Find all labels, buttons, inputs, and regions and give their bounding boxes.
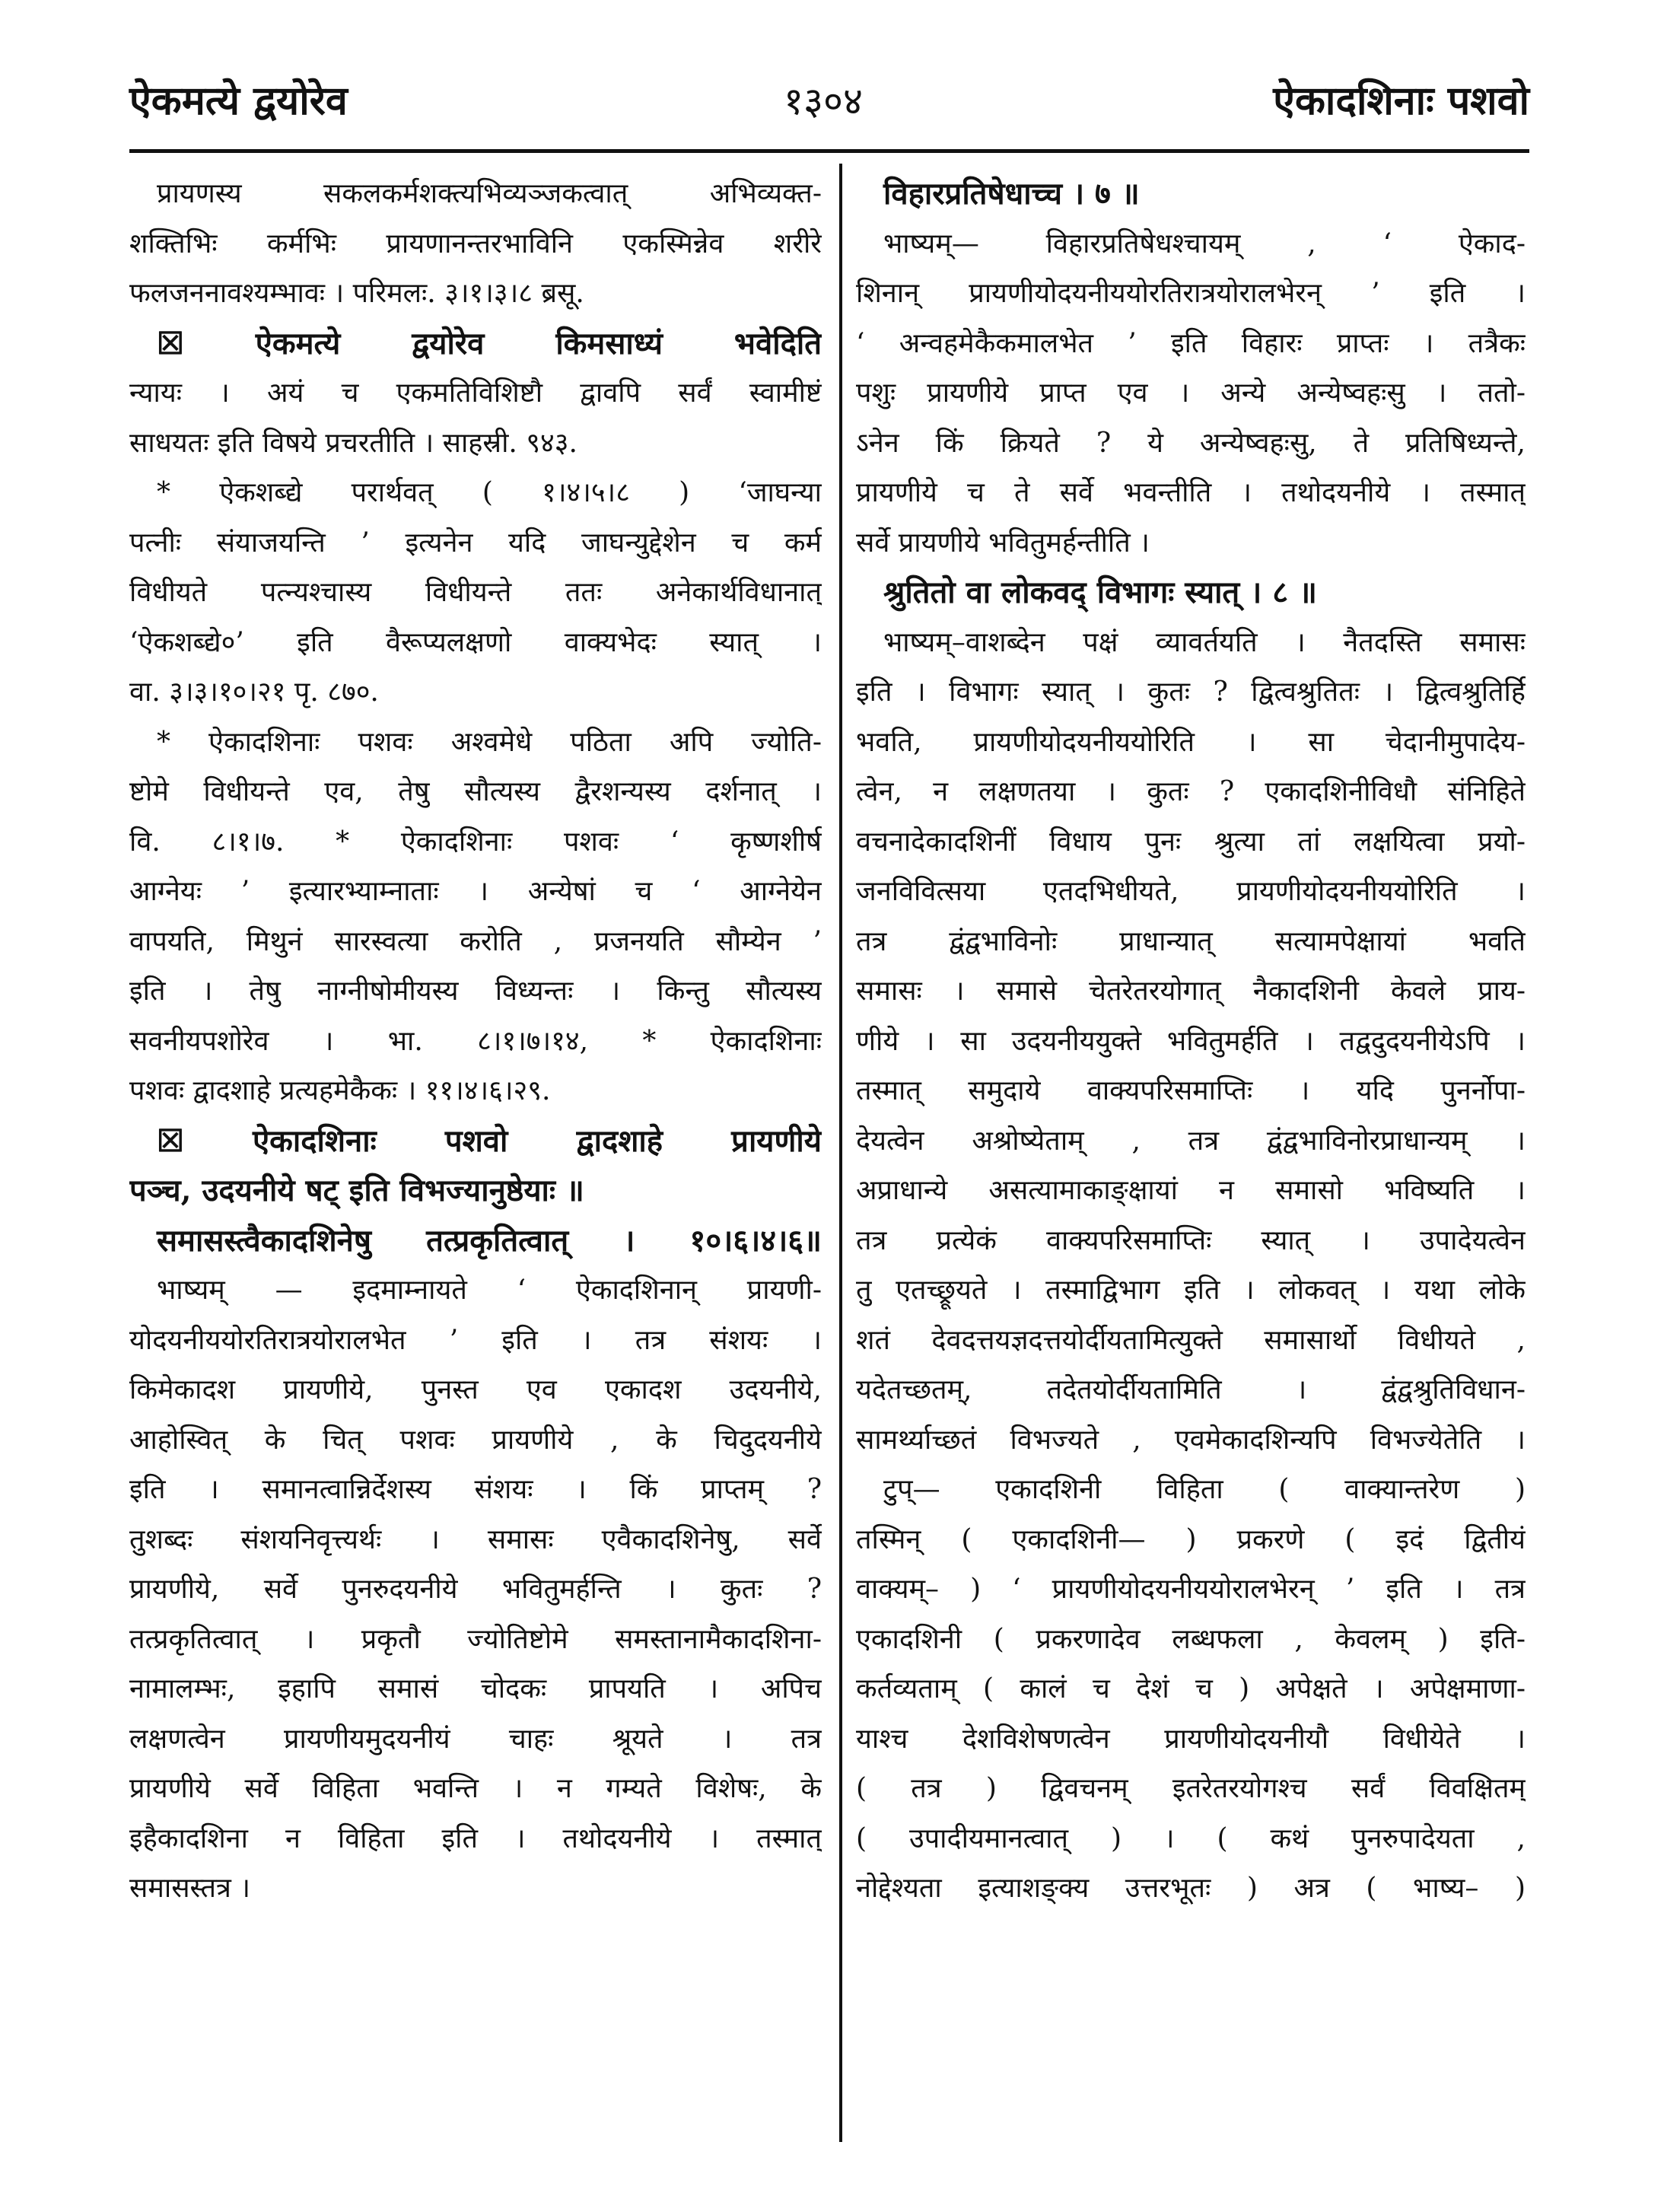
text-line: लक्षणत्वेन प्रायणीयमुदयनीयं चाहः श्रूयते । तत्र	[129, 1723, 822, 1755]
text-line: तस्मिन् ( एकादशिनी— ) प्रकरणे ( इदं द्वितीयं	[856, 1523, 1526, 1555]
text-line: वा. ३।३।१०।२१ पृ. ८७०.	[129, 676, 379, 708]
text-line: इहैकादशिना न विहिता इति । तथोदयनीये । तस्मात्	[129, 1822, 822, 1854]
text-line: याश्च देशविशेषणत्वेन प्रायणीयोदयनीयौ विधीयेते ।	[856, 1723, 1526, 1755]
text-line: वाक्यम्– ) ‘ प्रायणीयोदयनीययोरालभेरन् ’ इति । तत्र	[856, 1574, 1526, 1605]
text-line: त्वेन, न लक्षणतया । कुतः ? एकादशिनीविधौ संनिहिते	[856, 776, 1526, 807]
page-number: १३०४	[784, 79, 863, 123]
text-line: तस्मात् समुदाये वाक्यपरिसमाप्तिः । यदि पुनर्नोपा-	[856, 1075, 1526, 1106]
text-line: प्रायणीये, सर्वे पुनरुदयनीये भवितुमर्हन्ति । कुतः ?	[129, 1574, 822, 1605]
text-line: इति । विभागः स्यात् । कुतः ? द्वित्वश्रुतितः । द्वित्वश्रुतिर्हि	[856, 676, 1526, 708]
text-line: नोद्देश्यता इत्याशङ्क्य उत्तरभूतः ) अत्र ( भाष्य– )	[856, 1873, 1526, 1904]
text-line: णीये । सा उदयनीययुक्ते भवितुमर्हति । तद्वदुदयनीयेऽपि ।	[856, 1025, 1526, 1057]
text-line: जनविवित्सया एतदभिधीयते, प्रायणीयोदयनीययोरिति ।	[856, 876, 1526, 907]
text-line: प्रायणीये सर्वे विहिता भवन्ति । न गम्यते विशेषः, के	[129, 1773, 822, 1804]
header-rule	[129, 149, 1529, 153]
text-line: शक्तिभिः कर्मभिः प्रायणानन्तरभाविनि एकस्मिन्नेव शरीरे	[129, 228, 822, 259]
column-divider	[839, 164, 842, 2142]
running-header	[129, 67, 1529, 135]
header-left-title: ऐकमत्ये द्वयोरेव	[129, 78, 348, 124]
text-line: ष्टोमे विधीयन्ते एव, तेषु सौत्यस्य द्वैरशन्यस्य दर्शनात् ।	[129, 776, 822, 807]
text-line: समासस्त्वैकादशिनेषु तत्प्रकृतित्वात् । १०।६।४।६॥	[157, 1222, 822, 1259]
text-line: शतं देवदत्तयज्ञदत्तयोर्दीयतामित्युक्ते समासार्थो विधीयते ,	[856, 1324, 1526, 1356]
text-line: पशवः द्वादशाहे प्रत्यहमेकैकः । ११।४।६।२९.	[129, 1075, 551, 1106]
text-line: आहोस्वित् के चित् पशवः प्रायणीये , के चिदुदयनीये	[129, 1424, 822, 1456]
text-line: भवति, प्रायणीयोदयनीययोरिति । सा चेदानीमुपादेय-	[856, 726, 1526, 758]
text-line: भाष्यम्–वाशब्देन पक्षं व्यावर्तयति । नैतदस्ति समासः	[883, 626, 1526, 658]
text-line: तत्र प्रत्येकं वाक्यपरिसमाप्तिः स्यात् । उपादेयत्वेन	[856, 1224, 1526, 1256]
text-line: एकादशिनी ( प्रकरणादेव लब्धफला , केवलम् ) इति-	[856, 1623, 1526, 1655]
text-line: ‘ अन्वहमेकैकमालभेत ’ इति विहारः प्राप्तः । तत्रैकः	[856, 327, 1526, 359]
text-line: वचनादेकादशिनीं विधाय पुनः श्रुत्या तां लक्षयित्वा प्रयो-	[856, 826, 1526, 858]
text-line: साधयतः इति विषये प्रचरतीति । साहस्री. ९४३.	[129, 427, 577, 459]
text-line: ☒ ऐकमत्ये द्वयोरेव किमसाध्यं भवेदिति	[157, 325, 822, 361]
text-line: विधीयते पत्न्यश्चास्य विधीयन्ते ततः अनेकार्थविधानात्	[129, 577, 822, 608]
text-line: वापयति, मिथुनं सारस्वत्या करोति , प्रजनयति सौम्येन ’	[129, 925, 822, 957]
text-line: पञ्च, उदयनीये षट् इति विभज्यानुष्ठेयाः ॥	[129, 1173, 584, 1208]
text-line: प्रायणीये च ते सर्वे भवन्तीति । तथोदयनीये । तस्मात्	[856, 477, 1526, 508]
text-line: टुप्— एकादशिनी विहिता ( वाक्यान्तरेण )	[883, 1474, 1526, 1505]
text-line: फलजननावश्यम्भावः । परिमलः. ३।१।३।८ ब्रसू.	[129, 278, 584, 309]
text-line: * ऐकादशिनाः पशवः अश्वमेधे पठिता अपि ज्योति-	[157, 726, 822, 758]
text-line: तु एतच्छ्रूयते । तस्माद्विभाग इति । लोकवत् । यथा लोके	[856, 1275, 1526, 1306]
text-line: किमेकादश प्रायणीये, पुनस्त एव एकादश उदयनीये,	[129, 1374, 822, 1405]
text-line: सामर्थ्याच्छतं विभज्यते , एवमेकादशिन्यपि विभज्येतेति ।	[856, 1424, 1526, 1456]
text-line: ऽनेन किं क्रियते ? ये अन्येष्वहःसु, ते प्रतिषिध्यन्ते,	[856, 427, 1526, 459]
text-line: समासस्तत्र ।	[129, 1873, 251, 1904]
text-line: वि. ८।१।७. * ऐकादशिनाः पशवः ‘ कृष्णशीर्ष	[129, 826, 822, 858]
text-line: प्रायणस्य सकलकर्मशक्त्यभिव्यञ्जकत्वात् अभिव्यक्त-	[157, 178, 822, 209]
right-column	[856, 169, 1526, 1914]
text-line: भाष्यम्— विहारप्रतिषेधश्चायम् , ‘ ऐकाद-	[883, 228, 1526, 259]
text-line: कर्तव्यताम् ( कालं च देशं च ) अपेक्षते । अपेक्षमाणा-	[856, 1673, 1526, 1704]
text-line: सवनीयपशोरेव । भा. ८।१।७।१४, * ऐकादशिनाः	[129, 1025, 822, 1057]
text-line: समासः । समासे चेतरेतरयोगात् नैकादशिनी केवले प्राय-	[856, 976, 1526, 1007]
text-line: तत्प्रकृतित्वात् । प्रकृतौ ज्योतिष्टोमे समस्तानामैकादशिना-	[129, 1623, 822, 1655]
text-line: इति । तेषु नाग्नीषोमीयस्य विध्यन्तः । किन्तु सौत्यस्य	[129, 976, 822, 1007]
text-line: इति । समानत्वान्निर्देशस्य संशयः । किं प्राप्तम् ?	[129, 1474, 822, 1505]
header-right-title: ऐकादशिनाः पशवो	[1273, 78, 1529, 124]
text-line: नामालम्भः, इहापि समासं चोदकः प्रापयति । अपिच	[129, 1673, 822, 1704]
text-line: तत्र द्वंद्वभाविनोः प्राधान्यात् सत्यामपेक्षायां भवति	[856, 925, 1526, 957]
text-line: विहारप्रतिषेधाच्च । ७ ॥	[883, 176, 1140, 212]
text-line: देयत्वेन अश्रोष्येताम् , तत्र द्वंद्वभाविनोरप्राधान्यम् ।	[856, 1125, 1526, 1157]
text-line: ( उपादीयमानत्वात् ) । ( कथं पुनरुपादेयता ,	[856, 1822, 1526, 1854]
text-line: श्रुतितो वा लोकवद् विभागः स्यात् । ८ ॥	[883, 574, 1317, 610]
text-line: न्यायः । अयं च एकमतिविशिष्टौ द्वावपि सर्वं स्वामीष्टं	[129, 377, 822, 409]
text-line: सर्वे प्रायणीये भवितुमर्हन्तीति ।	[856, 527, 1150, 559]
text-line: भाष्यम् — इदमाम्नायते ‘ ऐकादशिनान् प्रायणी-	[157, 1275, 822, 1306]
text-line: ☒ ऐकादशिनाः पशवो द्वादशाहे प्रायणीये	[157, 1122, 822, 1159]
text-line: अप्राधान्ये असत्यामाकाङ्क्षायां न समासो भविष्यति ।	[856, 1175, 1526, 1206]
text-line: पशुः प्रायणीये प्राप्त एव । अन्ये अन्येष्वहःसु । ततो-	[856, 377, 1526, 409]
text-line: तुशब्दः संशयनिवृत्त्यर्थः । समासः एवैकादशिनेषु, सर्वे	[129, 1523, 822, 1555]
text-line: पत्नीः संयाजयन्ति ’ इत्यनेन यदि जाघन्युद्देशेन च कर्म	[129, 527, 822, 559]
text-line: शिनान् प्रायणीयोदयनीययोरतिरात्रयोरालभेरन् ’ इति ।	[856, 278, 1526, 309]
text-line: * ऐकशब्द्ये परार्थवत् ( १।४।५।८ ) ‘जाघन्या	[157, 477, 822, 508]
left-column	[129, 169, 822, 1914]
text-line: आग्नेयः ’ इत्यारभ्याम्नाताः । अन्येषां च ‘ आग्नेयेन	[129, 876, 822, 907]
text-line: यदेतच्छतम्, तदेतयोर्दीयतामिति । द्वंद्वश्रुतिविधान-	[856, 1374, 1526, 1405]
text-line: योदयनीययोरतिरात्रयोरालभेत ’ इति । तत्र संशयः ।	[129, 1324, 822, 1356]
text-line: ( तत्र ) द्विवचनम् इतरेतरयोगश्च सर्वं विवक्षितम्	[856, 1773, 1526, 1804]
text-line: ‘ऐकशब्द्ये०’ इति वैरूप्यलक्षणो वाक्यभेदः स्यात् ।	[129, 626, 822, 658]
